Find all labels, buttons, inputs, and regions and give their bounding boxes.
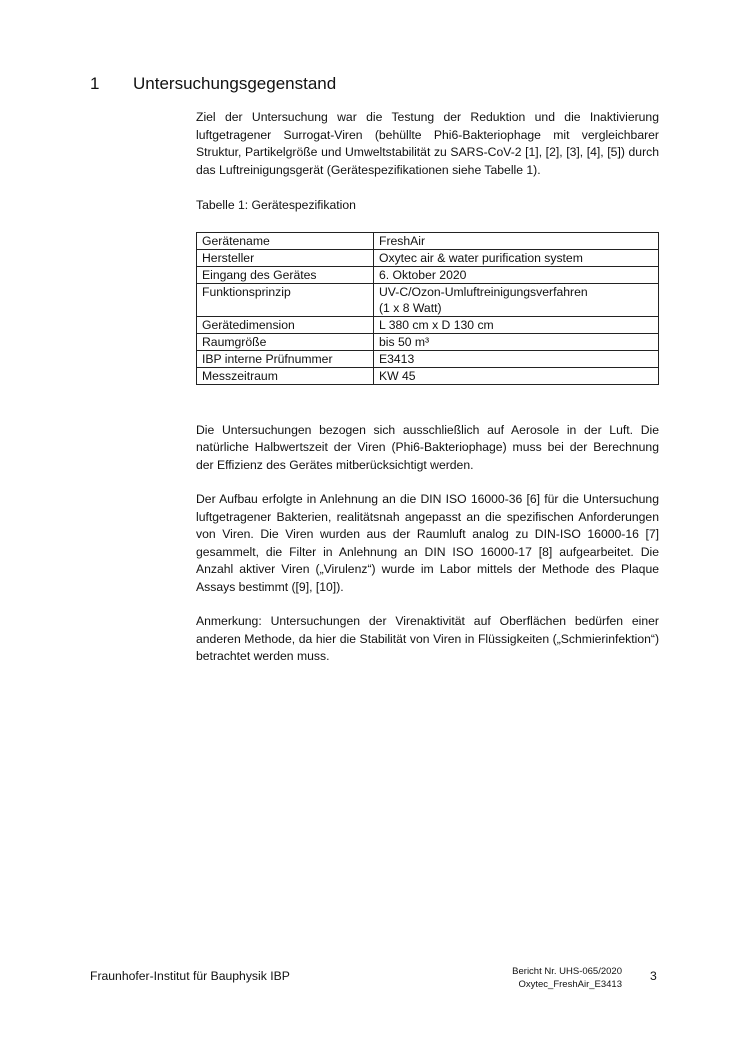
row-label: Gerätename: [197, 232, 374, 249]
row-value: KW 45: [374, 367, 659, 384]
table-row: [197, 249, 659, 266]
row-label: Gerätedimension: [197, 316, 374, 333]
row-label: IBP interne Prüfnummer: [197, 350, 374, 367]
row-value-line: (1 x 8 Watt): [379, 300, 442, 315]
footer-report-info: [512, 965, 622, 991]
table-row: [197, 367, 659, 384]
aerosol-paragraph: Die Untersuchungen bezogen sich ausschließlich auf Aerosole in der Luft. Die natürliche Halbwertszeit der Viren (Phi6-Bakteriophage) muss bei der Berechnung der Effizienz des Gerätes mitberücksichtigt werden.: [196, 422, 659, 472]
specification-table: [196, 232, 659, 385]
row-value: E3413: [374, 350, 659, 367]
row-value: 6. Oktober 2020: [374, 266, 659, 283]
report-file: Oxytec_FreshAir_E3413: [518, 979, 622, 990]
row-label: Raumgröße: [197, 333, 374, 350]
footer-institute: Fraunhofer-Institut für Bauphysik IBP: [90, 969, 290, 983]
intro-paragraph: Ziel der Untersuchung war die Testung der Reduktion und die Inaktivierung luftgetragener Surrogat-Viren (behüllte Phi6-Bakteriophage mit vergleichbarer Struktur, Partikelgröße und Umweltstabilität zu SARS-CoV-2 [1], [2], [3], [4], [5]) durch das Luftreinigungsgerät (Gerätespezifikationen siehe Tabelle 1).: [196, 110, 659, 177]
table-row: [197, 350, 659, 367]
main-content: [196, 109, 659, 683]
table-row: [197, 232, 659, 249]
row-value: L 380 cm x D 130 cm: [374, 316, 659, 333]
row-label: Messzeitraum: [197, 367, 374, 384]
section-number: 1: [90, 74, 100, 93]
row-value: bis 50 m³: [374, 333, 659, 350]
table-row: [197, 283, 659, 316]
report-number: Bericht Nr. UHS-065/2020: [512, 966, 622, 977]
row-label: Hersteller: [197, 249, 374, 266]
table-row: [197, 333, 659, 350]
row-label: Funktionsprinzip: [197, 283, 374, 316]
row-value: Oxytec air & water purification system: [374, 249, 659, 266]
table-row: [197, 316, 659, 333]
table-caption: Tabelle 1: Gerätespezifikation: [196, 198, 356, 212]
row-value-line: UV-C/Ozon-Umluftreinigungsverfahren: [379, 284, 588, 299]
row-value: FreshAir: [374, 232, 659, 249]
table-row: [197, 266, 659, 283]
page-number: 3: [650, 969, 657, 983]
row-label: Eingang des Gerätes: [197, 266, 374, 283]
row-value: [374, 283, 659, 316]
setup-paragraph: Der Aufbau erfolgte in Anlehnung an die DIN ISO 16000-36 [6] für die Untersuchung luftgetragener Bakterien, realitätsnah angepasst an die spezifischen Anforderungen von Viren. Die Viren wurden aus der Raumluft analog zu DIN-ISO 16000-16 [7] gesammelt, die Filter in Anlehnung an DIN ISO 16000-17 [8] aufgearbeitet. Die Anzahl aktiver Viren („Virulenz“) wurde im Labor mittels der Methode des Plaque Assays bestimmt ([9], [10]).: [196, 492, 659, 594]
section-title: Untersuchungsgegenstand: [133, 74, 337, 93]
section-heading: [0, 74, 736, 96]
note-paragraph: Anmerkung: Untersuchungen der Virenaktivität auf Oberflächen bedürfen einer anderen Methode, da hier die Stabilität von Viren in Flüssigkeiten („Schmierinfektion“) betrachtet werden muss.: [196, 614, 659, 663]
